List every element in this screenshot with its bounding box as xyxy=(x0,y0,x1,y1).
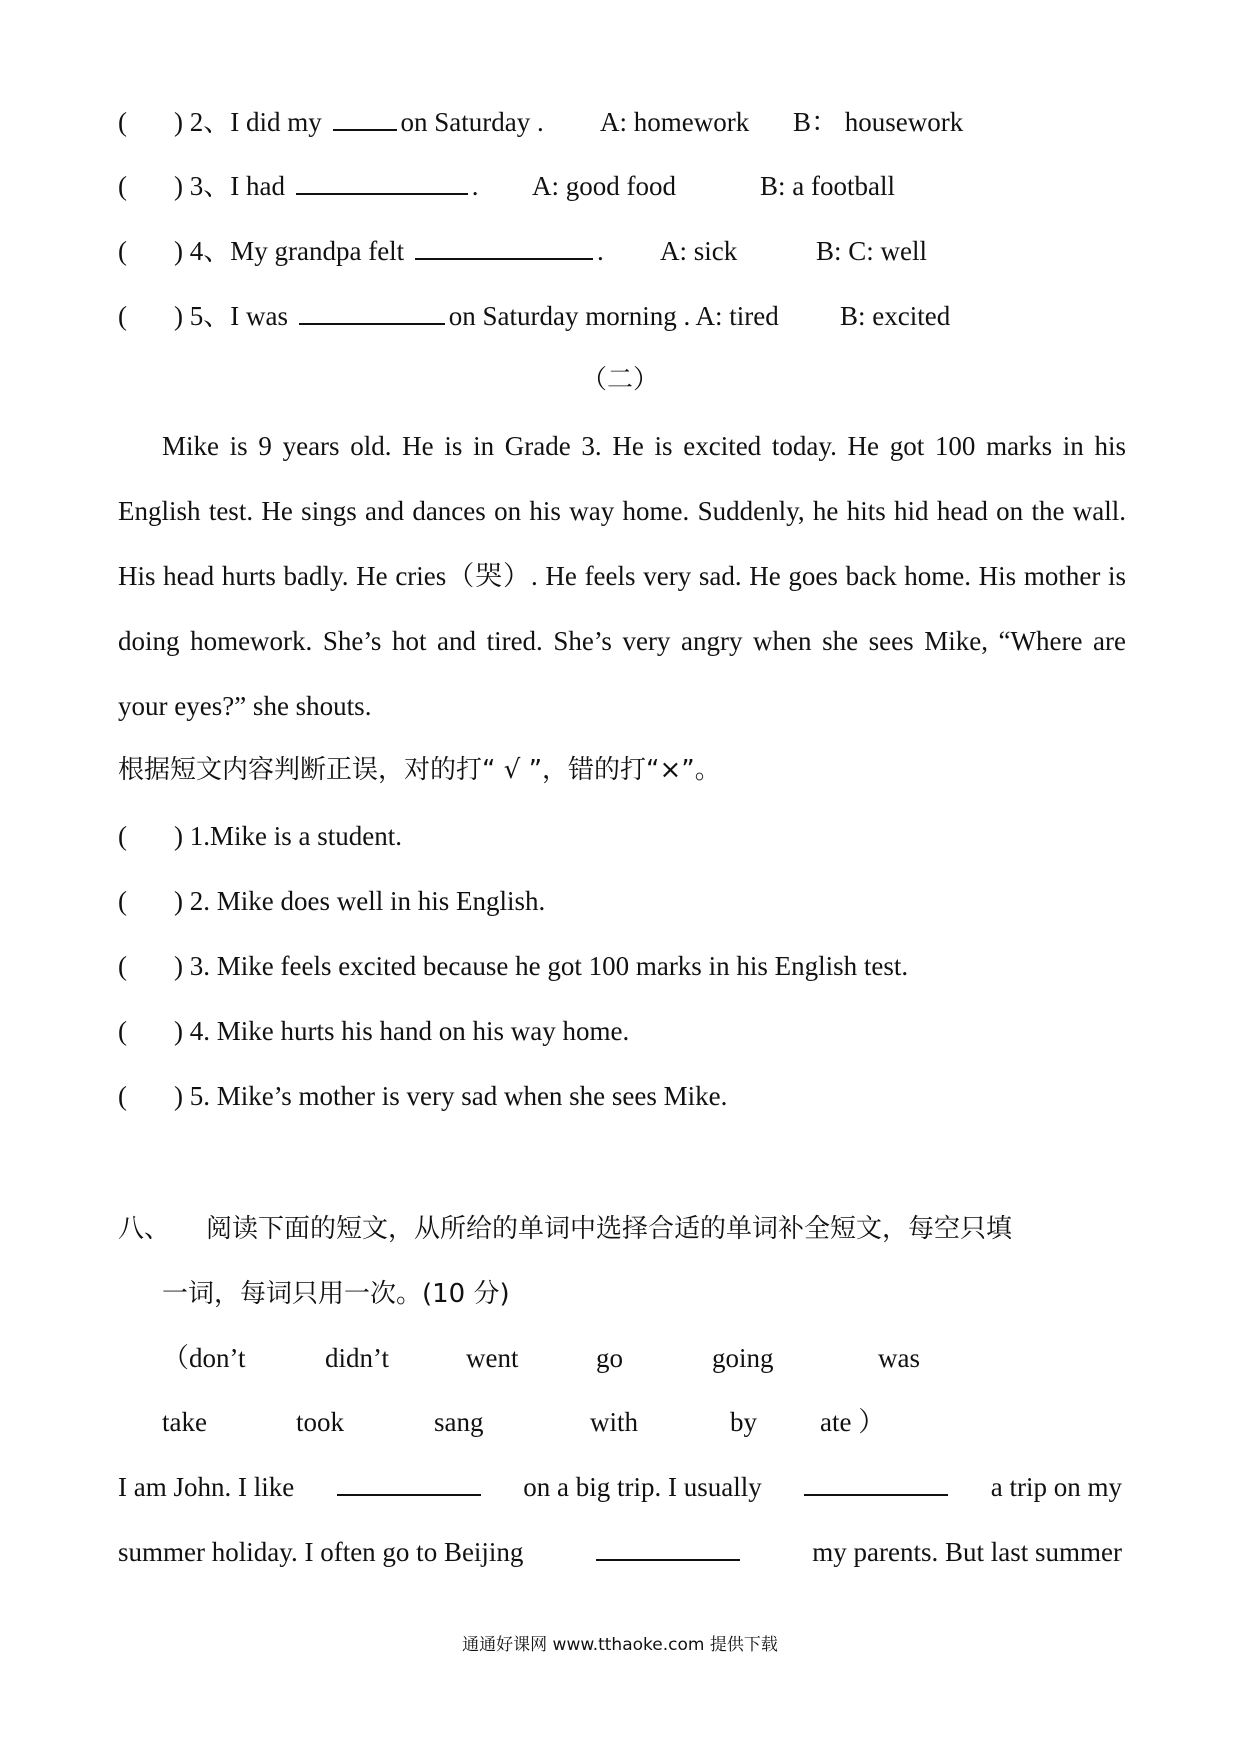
cloze-text: summer holiday. I often go to Beijing xyxy=(118,1537,524,1567)
question-4 xyxy=(118,233,928,269)
option-b: B: a football xyxy=(760,171,895,201)
answer-paren: ( xyxy=(118,171,127,201)
word-bank-item: take xyxy=(162,1407,207,1437)
word-bank-item: didn’t xyxy=(325,1343,390,1373)
option-b: B: excited xyxy=(840,301,951,331)
question-text-after: . xyxy=(471,171,479,201)
word-bank-item: was xyxy=(878,1343,920,1373)
tf-item-text: ) 4. Mike hurts his hand on his way home. xyxy=(174,1016,630,1046)
cloze-text: on a big trip. I usually xyxy=(523,1472,762,1502)
question-text: ) 4、My grandpa felt xyxy=(174,236,405,266)
word-bank-item: took xyxy=(296,1407,345,1437)
question-5 xyxy=(118,298,951,334)
tf-item-4 xyxy=(118,1013,629,1049)
option-a: A: homework xyxy=(600,107,750,137)
section-number: 八、 xyxy=(118,1214,171,1244)
question-text-after: . xyxy=(596,236,604,266)
answer-paren: ( xyxy=(118,107,127,137)
answer-blank[interactable] xyxy=(415,236,593,260)
tf-item-1 xyxy=(118,818,402,854)
cloze-text: a trip on my xyxy=(990,1472,1122,1502)
answer-paren: ( xyxy=(118,301,127,331)
word-bank-item: sang xyxy=(434,1407,484,1437)
cloze-blank[interactable] xyxy=(337,1472,481,1496)
reading-passage: Mike is 9 years old. He is in Grade 3. He is excited today. He got 100 marks in his English test. He sings and dances on his way home. Suddenly, he hits hid head on the wall. His head hurts badly. He cries（哭）. He feels very sad. He goes back home. His mother is doing homework. She’s hot and tired. She’s very angry when she sees Mike, “Where are your eyes?” she shouts. xyxy=(118,431,1126,721)
word-bank-row-2 xyxy=(162,1404,1122,1440)
tf-item-text: ) 3. Mike feels excited because he got 100 marks in his English test. xyxy=(174,951,909,981)
tf-item-text: ) 2. Mike does well in his English. xyxy=(174,886,546,916)
word-bank-row-1 xyxy=(162,1340,1122,1376)
answer-paren: ( xyxy=(118,236,127,266)
section-2-title: （二） xyxy=(580,365,659,395)
page-footer: 通通好课网 www.tthaoke.com 提供下载 xyxy=(462,1635,778,1655)
tf-instruction: 根据短文内容判断正误，对的打“ √ ”，错的打“×”。 xyxy=(118,755,721,785)
word-bank-item: with xyxy=(590,1407,639,1437)
answer-paren[interactable]: ( xyxy=(118,886,127,916)
section-instruction: 阅读下面的短文，从所给的单词中选择合适的单词补全短文，每空只填 xyxy=(206,1214,1013,1244)
word-bank-item: ate ） xyxy=(820,1407,886,1437)
answer-paren[interactable]: ( xyxy=(118,821,127,851)
cloze-line-1 xyxy=(118,1469,1122,1505)
answer-paren[interactable]: ( xyxy=(118,951,127,981)
answer-blank[interactable] xyxy=(296,171,468,195)
question-text-after: on Saturday morning . A: tired xyxy=(448,301,779,331)
question-text: ) 2、I did my xyxy=(174,107,322,137)
cloze-text: I am John. I like xyxy=(118,1472,295,1502)
tf-item-2 xyxy=(118,883,545,919)
answer-paren[interactable]: ( xyxy=(118,1016,127,1046)
option-b: B: C: well xyxy=(816,236,928,266)
answer-paren[interactable]: ( xyxy=(118,1081,127,1111)
word-bank-item: by xyxy=(730,1407,757,1437)
cloze-blank[interactable] xyxy=(596,1537,740,1561)
option-a: A: good food xyxy=(532,171,676,201)
answer-blank[interactable] xyxy=(299,301,445,325)
option-a: A: sick xyxy=(660,236,738,266)
question-text: ) 5、I was xyxy=(174,301,288,331)
answer-blank[interactable] xyxy=(333,107,397,131)
cloze-text: my parents. But last summer xyxy=(812,1537,1122,1567)
tf-item-5 xyxy=(118,1078,727,1114)
section-8-heading xyxy=(118,1211,1012,1247)
section-8-instruction-line2: 一词，每词只用一次。(10 分) xyxy=(162,1279,510,1309)
tf-item-text: ) 1.Mike is a student. xyxy=(174,821,402,851)
question-2 xyxy=(118,104,964,140)
word-bank-item: go xyxy=(596,1343,623,1373)
question-text-after: on Saturday . xyxy=(400,107,544,137)
word-bank-item: （don’t xyxy=(162,1343,246,1373)
tf-item-3 xyxy=(118,948,908,984)
cloze-line-2 xyxy=(118,1534,1122,1570)
word-bank-item: going xyxy=(712,1343,774,1373)
tf-item-text: ) 5. Mike’s mother is very sad when she sees Mike. xyxy=(174,1081,728,1111)
question-3 xyxy=(118,168,895,204)
question-text: ) 3、I had xyxy=(174,171,285,201)
option-b: B： housework xyxy=(793,107,964,137)
cloze-blank[interactable] xyxy=(804,1472,948,1496)
word-bank-item: went xyxy=(466,1343,519,1373)
